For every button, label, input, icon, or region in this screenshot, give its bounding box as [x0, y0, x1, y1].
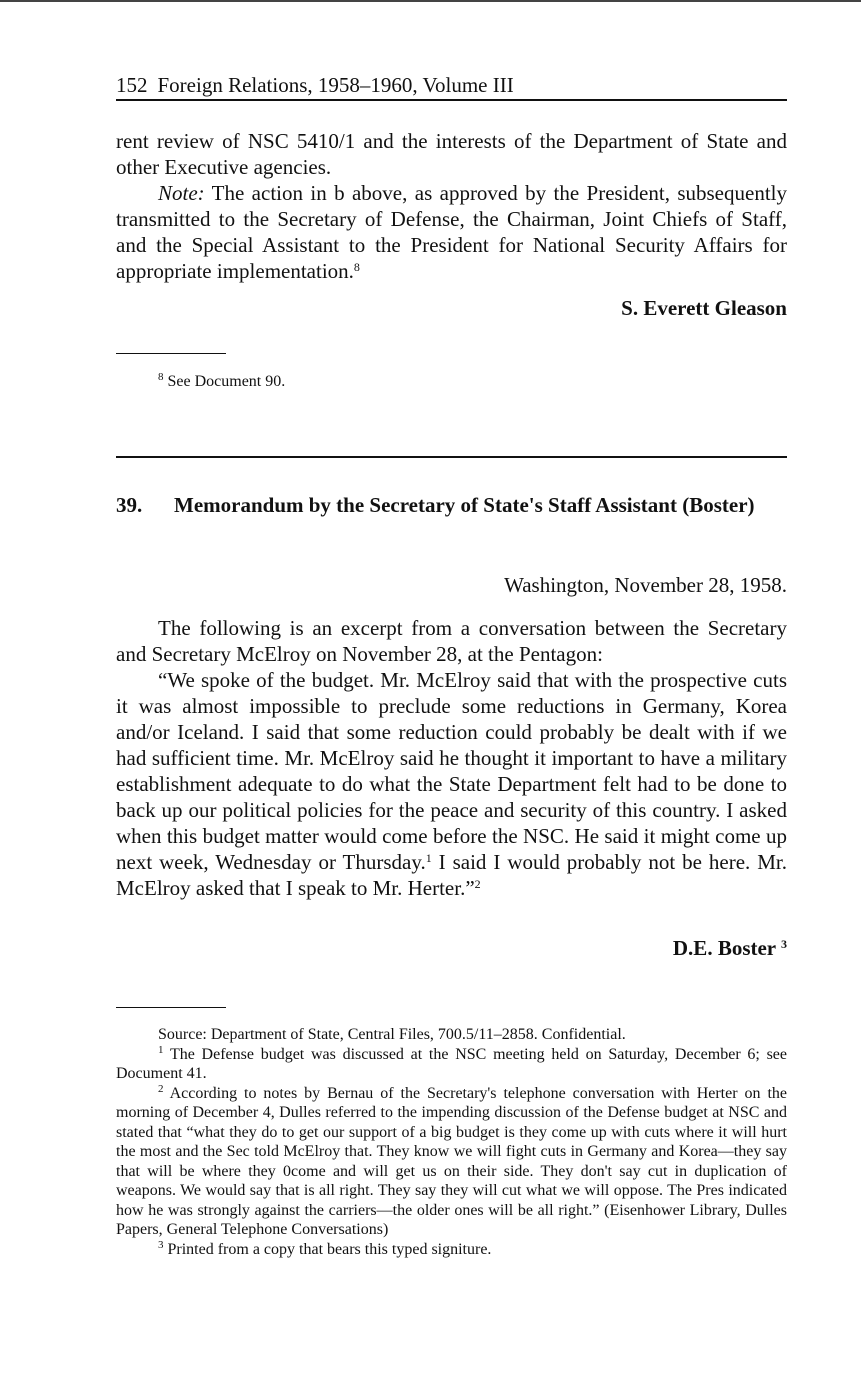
document-separator-rule	[116, 456, 787, 458]
continued-paragraph: rent review of NSC 5410/1 and the interests of the Department of State and other Executive agencies.	[116, 129, 787, 179]
footnote-1-marker: 1	[158, 1043, 164, 1056]
quote-footnote-marker-1: 1	[425, 851, 432, 865]
signature-boster	[673, 935, 787, 961]
note-text: The action in b above, as approved by the President, subsequently transmitted to the Secretary of Defense, the Chairman, Joint Chiefs of Staff, and the Special Assistant to the President for National Security Affairs for appropriate implementation.	[116, 181, 787, 283]
previous-document-body	[116, 128, 787, 284]
note-label: Note:	[158, 181, 205, 205]
footnote-8	[116, 372, 787, 392]
dateline: Washington, November 28, 1958.	[504, 573, 787, 597]
source-note: Source: Department of State, Central Files, 700.5/11–2858. Confidential.	[158, 1026, 626, 1043]
footnote-1-text: The Defense budget was discussed at the NSC meeting held on Saturday, December 6; see Document 41.	[116, 1045, 787, 1082]
running-title: Foreign Relations, 1958–1960, Volume III	[157, 73, 514, 97]
footnote-8-marker: 8	[158, 371, 164, 383]
signature-gleason: S. Everett Gleason	[621, 296, 787, 320]
document-body	[116, 615, 787, 901]
signature-boster-name: D.E. Boster	[672, 936, 776, 960]
footnote-rule-2	[116, 1007, 226, 1008]
quote-part-2: I said I would probably not be here. Mr. McElroy asked that I speak to Mr. Herter.”	[116, 850, 788, 900]
document-number: 39.	[116, 493, 143, 517]
footnote-2-marker: 2	[158, 1082, 164, 1095]
footnote-rule-1	[116, 353, 226, 354]
page-top-edge	[0, 0, 861, 2]
footnote-8-text: See Document 90.	[163, 373, 286, 390]
signature-footnote-marker: 3	[781, 937, 787, 951]
page-number: 152	[116, 73, 148, 97]
footnote-3	[116, 1240, 787, 1260]
intro-paragraph: The following is an excerpt from a conversation between the Secretary and Secretary McElroy on November 28, at the Pentagon:	[116, 616, 787, 666]
note-footnote-marker: 8	[353, 260, 360, 274]
quote-footnote-marker-2: 2	[474, 877, 481, 891]
footnote-2-text: According to notes by Bernau of the Secretary's telephone conversation with Herter on the morning of December 4, Dulles referred to the impending discussion of the Defense budget at NSC and stated that “what they do to get our support of a big budget is they come up with cuts where it will hurt the most and the Sec told McElroy that. They know we will fight cuts in Germany and Korea—they say that will be where they 0come and will get us on their side. They don't say cut in duplication of weapons. We would say that is all right. They say they will cut what we will oppose. The Pres indicated how he was strongly against the carriers—the older ones will be all right.” (Eisenhower Library, Dulles Papers, General Telephone Conversations)	[116, 1084, 787, 1238]
footnote-3-text: Printed from a copy that bears this typed signiture.	[163, 1240, 492, 1258]
running-header	[116, 72, 787, 98]
document-title: Memorandum by the Secretary of State's Staff Assistant (Boster)	[174, 493, 755, 517]
note-paragraph	[116, 180, 787, 284]
quote-paragraph	[116, 667, 787, 901]
quote-part-1: “We spoke of the budget. Mr. McElroy said that with the prospective cuts it was almost impossible to preclude some reductions in Germany, Korea and/or Iceland. I said that some reduction could probably be dealt with if we had sufficient time. Mr. McElroy said he thought it important to have a military establishment adequate to do what the State Department felt had to be done to back up our political policies for the peace and security of this country. I asked when this budget matter would come before the NSC. He said it might come up next week, Wednesday or Thursday.	[116, 668, 787, 874]
footnote-2	[116, 1084, 787, 1240]
document-heading	[116, 492, 787, 518]
footnotes	[116, 1025, 787, 1259]
footnote-1	[116, 1045, 787, 1084]
header-rule	[116, 99, 787, 101]
footnote-3-marker: 3	[158, 1238, 164, 1251]
